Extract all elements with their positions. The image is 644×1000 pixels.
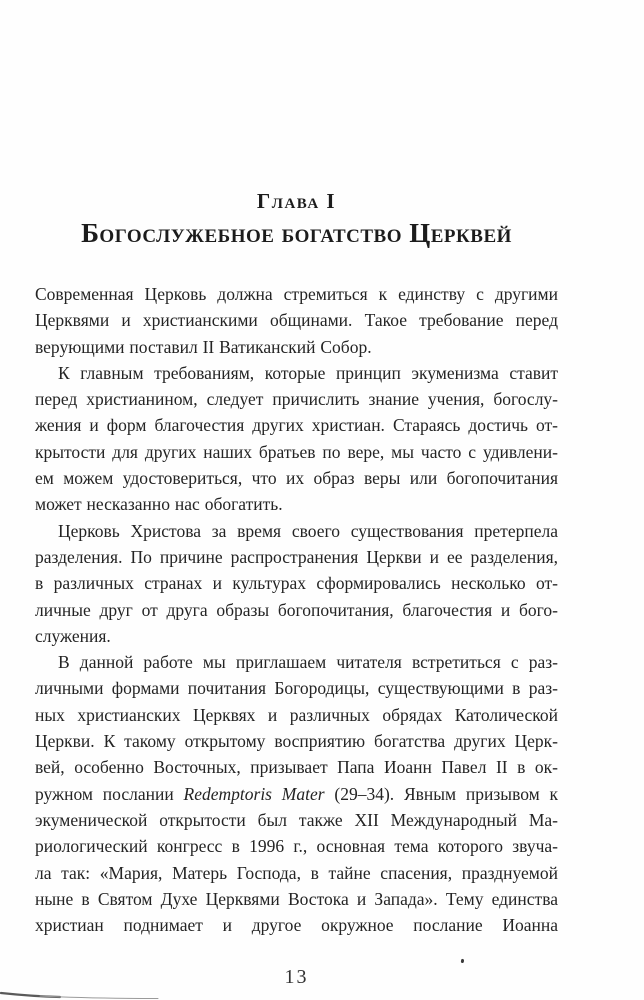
text-line: К главным требованиям, которые принцип экуменизма ставит	[58, 362, 558, 383]
text-line: крытости для других наших братьев по вере, мы часто с удивлени-	[35, 441, 558, 462]
text-line: Церковь Христова за время своего существования претерпела	[58, 520, 558, 541]
text-line: ружном послании Redemptoris Mater (29–34). Явным призывом к	[35, 783, 559, 804]
text-line: экуменической открытости был также XII Международный Ма-	[35, 809, 558, 830]
text-line: может несказанно нас обогатить.	[35, 494, 283, 515]
chapter-label: Глава I	[256, 189, 337, 213]
text-line: Церкви. К такому открытому восприятию богатства других Церк-	[35, 731, 558, 752]
text-line: личными формами почитания Богородицы, существующими в раз-	[35, 678, 558, 699]
text-line: перед христианином, следует причислить знание учения, богослу-	[35, 389, 558, 410]
page-number: 13	[284, 966, 309, 988]
text-line: христиан поднимает и другое окружное послание Иоанна	[35, 915, 558, 936]
text-line: верующими поставил II Ватиканский Собор.	[35, 336, 372, 357]
text-line: служения.	[35, 625, 111, 646]
text-line: ныне в Святом Духе Церквями Востока и Запада». Тему единства	[35, 888, 558, 909]
text-line: Современная Церковь должна стремиться к единству с другими	[35, 284, 558, 304]
text-line: личные друг от друга образы богопочитания, благочестия и бого-	[35, 599, 558, 620]
text-line: в различных странах и культурах сформировались несколько от-	[35, 573, 558, 594]
chapter-title: Богослужебное богатство Церквей	[81, 218, 512, 248]
text-line: ем можем удостовериться, что их образ веры или богопочитания	[35, 468, 558, 489]
text-line: риологический конгресс в 1996 г., основная тема которого звуча-	[35, 836, 558, 857]
text-line: жения и форм благочестия других христиан. Стараясь достичь от-	[35, 415, 558, 436]
text-line: разделения. По причине распространения Церкви и ее разделения,	[35, 546, 558, 567]
text-line: ла так: «Мария, Матерь Господа, в тайне спасения, празднуемой	[35, 862, 558, 883]
text-line: вей, особенно Восточных, призывает Папа Иоанн Павел II в ок-	[35, 757, 558, 778]
text-line: В данной работе мы приглашаем читателя встретиться с раз-	[58, 652, 558, 673]
body-text	[35, 281, 558, 938]
text-line: ных христианских Церквях и различных обрядах Католической	[35, 704, 558, 725]
ink-speck	[461, 959, 465, 964]
text-line: Церквями и христианскими общинами. Такое требование перед	[35, 310, 558, 331]
